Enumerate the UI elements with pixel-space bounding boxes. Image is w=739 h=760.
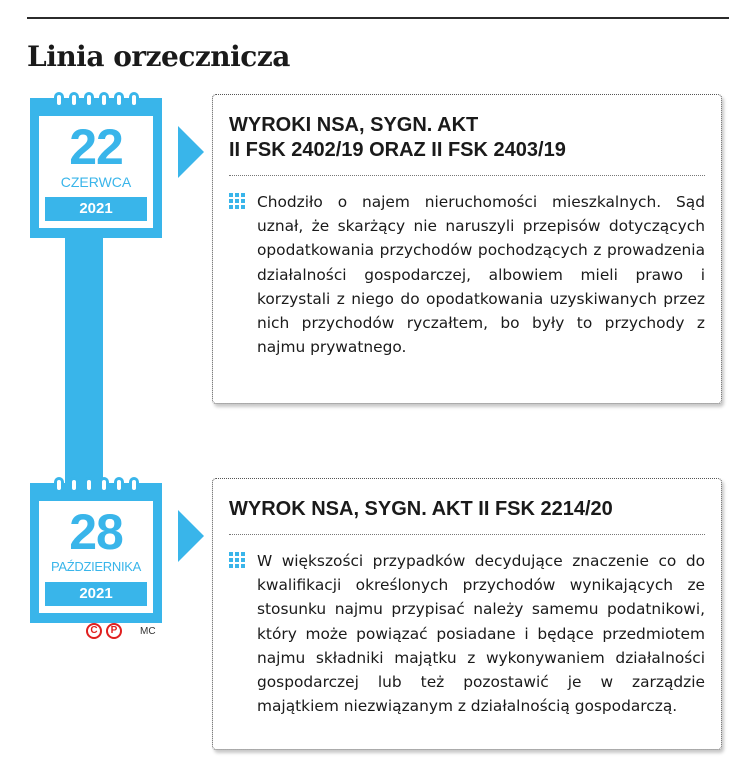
dotted-divider bbox=[229, 175, 705, 176]
calendar-page bbox=[39, 116, 153, 228]
dot-grid-icon bbox=[229, 193, 245, 209]
dot-grid-icon bbox=[229, 552, 245, 568]
ruling-heading: WYROKI NSA, SYGN. AKT II FSK 2402/19 ORAZ II FSK 2403/19 bbox=[229, 114, 566, 161]
author-initials: MC bbox=[140, 625, 156, 637]
calendar-date-2 bbox=[30, 483, 162, 623]
calendar-page bbox=[39, 501, 153, 613]
ruling-heading: WYROK NSA, SYGN. AKT II FSK 2214/20 bbox=[229, 498, 613, 520]
calendar-ring-icon bbox=[30, 92, 162, 108]
arrow-right-icon bbox=[178, 510, 204, 562]
ruling-text: Chodziło o najem nieruchomości mieszkalnych. Sąd uznał, że skarżący nie naruszyli przepisów dotyczących opodatkowania przychodów pochodzących z prowadzenia działalności gospodarczej, albowiem mieli prawo i korzystali z niego do opodatkowania uzyskiwanych przez nich przychodów ryczałtem, bo były to przychody z najmu prywatnego. bbox=[257, 193, 705, 357]
ruling-body bbox=[229, 190, 705, 359]
ruling-body bbox=[229, 549, 705, 718]
calendar-day: 28 bbox=[69, 504, 123, 560]
calendar-month: CZERWCA bbox=[60, 174, 132, 190]
page-title: Linia orzecznicza bbox=[27, 40, 290, 73]
ruling-card-2 bbox=[212, 478, 722, 750]
copyright-icon: C bbox=[86, 623, 102, 639]
calendar-year: 2021 bbox=[45, 582, 147, 606]
ruling-text: W większości przypadków decydujące znaczenie co do kwalifikacji określonych przychodów wynikających ze stosunku najmu przypisać należy samemu podatnikowi, który może powiązać posiadane i będące przedmiotem najmu składniki majątku z wykonywaniem działalności gospodarczej lub też pozostawić je w zarządzie majątkiem niezwiązanym z działalnością gospodarczą. bbox=[257, 552, 705, 716]
ruling-card-1 bbox=[212, 94, 722, 404]
phonogram-icon: P bbox=[106, 623, 122, 639]
timeline-connector bbox=[65, 230, 103, 490]
calendar-month: PAŹDZIERNIKA bbox=[50, 559, 142, 574]
calendar-date-1 bbox=[30, 98, 162, 238]
credits bbox=[86, 623, 156, 639]
calendar-year: 2021 bbox=[45, 197, 147, 221]
top-rule bbox=[27, 17, 729, 19]
arrow-right-icon bbox=[178, 126, 204, 178]
calendar-day: 22 bbox=[69, 119, 123, 175]
dotted-divider bbox=[229, 534, 705, 535]
calendar-ring-icon bbox=[30, 477, 162, 493]
